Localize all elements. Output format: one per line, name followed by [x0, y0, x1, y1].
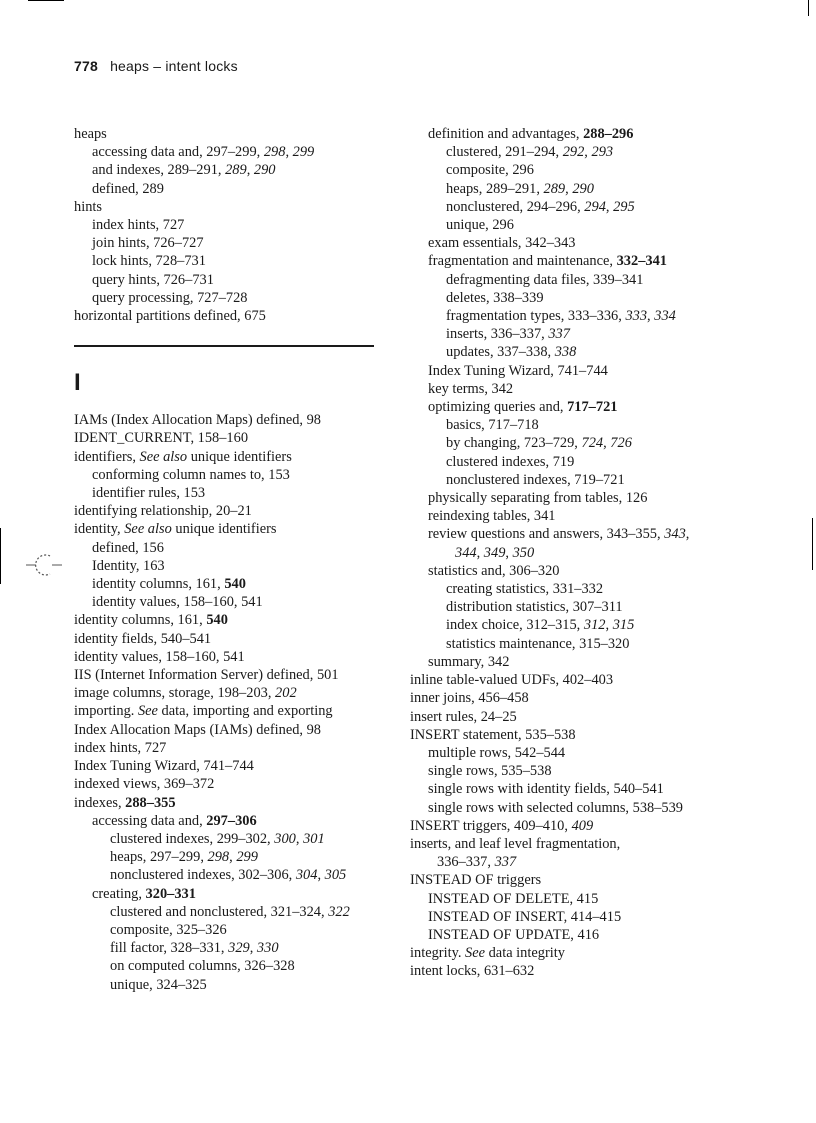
index-entry-text: creating statistics, 331–332: [446, 581, 604, 598]
index-entry: [74, 611, 394, 629]
index-entry-text: composite, 325–326: [110, 921, 227, 938]
index-entry-text: hints: [74, 198, 102, 215]
index-entry-text: reindexing tables, 341: [428, 508, 556, 525]
index-entry-text: index choice, 312–315,: [446, 617, 584, 634]
index-entry-text: insert rules, 24–25: [410, 708, 517, 725]
page-number: 778: [74, 58, 98, 74]
index-entry: [74, 885, 394, 903]
index-entry: [410, 416, 730, 434]
index-entry: [410, 762, 730, 780]
index-entry-text: 304: [295, 867, 318, 884]
index-entries-i: [74, 411, 394, 994]
index-entry: [74, 557, 394, 575]
index-entry-text: ,: [605, 198, 614, 215]
index-entry-text: exam essentials, 342–343: [428, 235, 576, 252]
index-entry-text: deletes, 338–339: [446, 289, 544, 306]
index-entry-text: multiple rows, 542–544: [428, 744, 566, 761]
index-entry-text: 330: [256, 940, 279, 957]
index-entry-text: horizontal partitions defined, 675: [74, 308, 266, 325]
index-entry-text: 305: [324, 867, 347, 884]
index-entry: [74, 143, 394, 161]
index-entry: [74, 466, 394, 484]
index-entry: [74, 830, 394, 848]
index-entry-text: index hints, 727: [92, 217, 185, 234]
index-entry-text: 724: [581, 435, 604, 452]
index-entry: [74, 794, 394, 812]
index-entry: [410, 398, 730, 416]
index-entry-text: 344: [455, 544, 477, 561]
index-entry: [74, 903, 394, 921]
index-entry-text: importing.: [74, 703, 138, 720]
index-entry-text: single rows, 535–538: [428, 763, 552, 780]
index-entry-text: identity fields, 540–541: [74, 630, 212, 647]
index-entry-text: on computed columns, 326–328: [110, 958, 295, 975]
index-entry-text: See: [137, 703, 158, 720]
index-entry-text: 297–306: [206, 812, 257, 829]
index-entry: [410, 525, 730, 543]
index-entry: [410, 471, 730, 489]
index-entry-text: 301: [303, 830, 325, 847]
crop-mark-right: [812, 518, 813, 570]
index-entry-text: clustered indexes, 719: [446, 453, 575, 470]
index-entry-text: defragmenting data files, 339–341: [446, 271, 644, 288]
index-entry-text: ,: [295, 830, 304, 847]
index-entry-text: ,: [647, 308, 655, 325]
index-entry-text: ,: [246, 162, 254, 179]
index-entry-text: INSTEAD OF DELETE, 415: [428, 890, 599, 907]
index-entry-text: unique, 324–325: [110, 976, 207, 993]
index-entry: [410, 252, 730, 270]
index-entry: [410, 726, 730, 744]
index-entry: [410, 653, 730, 671]
index-entry-text: 540: [206, 612, 228, 629]
index-entry: [410, 799, 730, 817]
index-entry-text: fill factor, 328–331,: [110, 940, 229, 957]
index-entry-text: composite, 296: [446, 162, 534, 179]
index-entry: [410, 598, 730, 616]
index-entry: [410, 216, 730, 234]
index-entry: [74, 161, 394, 179]
index-entry: [410, 307, 730, 325]
index-entry-text: query processing, 727–728: [92, 289, 248, 306]
index-entry-text: ,: [584, 144, 592, 161]
index-entry: [410, 180, 730, 198]
index-entry-text: lock hints, 728–731: [92, 253, 206, 270]
index-entry-text: 409: [571, 817, 594, 834]
index-entry: [74, 307, 394, 325]
index-entry: [74, 957, 394, 975]
index-entry: [74, 180, 394, 198]
index-entry-text: review questions and answers, 343–355,: [428, 526, 665, 543]
index-entry: [74, 198, 394, 216]
index-entry: [410, 380, 730, 398]
index-entry-text: identity,: [74, 521, 125, 538]
index-entry: [74, 448, 394, 466]
index-entry: [74, 411, 394, 429]
index-entry: [74, 289, 394, 307]
index-entry-text: conforming column names to, 153: [92, 466, 290, 483]
index-entry-text: ,: [685, 526, 690, 543]
index-entry: [410, 616, 730, 634]
running-head-range: heaps – intent locks: [110, 58, 238, 74]
index-entry-text: indexes,: [74, 794, 126, 811]
index-entry-text: 726: [610, 435, 632, 452]
index-entry-text: 334: [654, 308, 676, 325]
index-entry-text: See also: [124, 521, 172, 538]
index-entry-text: 299: [292, 144, 315, 161]
index-entry: [74, 234, 394, 252]
index-entry-text: basics, 717–718: [446, 417, 539, 434]
index-entry-text: See also: [139, 448, 188, 465]
index-entry-text: See: [465, 945, 486, 962]
index-entry: [410, 835, 730, 853]
index-entry-text: 336–337,: [437, 854, 495, 871]
index-entry-text: 290: [572, 180, 594, 197]
index-entry-text: ,: [505, 544, 513, 561]
index-entry: [74, 648, 394, 666]
index-entry-text: accessing data and,: [92, 812, 207, 829]
index-entry: [74, 502, 394, 520]
index-entry: [410, 453, 730, 471]
index-entry: [410, 125, 730, 143]
crop-mark-top-right: [808, 0, 809, 16]
index-entry: [74, 216, 394, 234]
index-entry-text: INSERT triggers, 409–410,: [410, 817, 572, 834]
index-entry: [410, 489, 730, 507]
index-entry-text: ,: [476, 544, 484, 561]
index-entry-text: Index Tuning Wizard, 741–744: [74, 758, 254, 775]
index-entry: [74, 684, 394, 702]
index-entry: [410, 325, 730, 343]
index-entry-text: single rows with identity fields, 540–541: [428, 781, 664, 798]
index-entry-text: query hints, 726–731: [92, 271, 214, 288]
index-entry-text: unique, 296: [446, 217, 514, 234]
index-entry-text: creating,: [92, 885, 146, 902]
index-entry: [410, 635, 730, 653]
index-entry-text: ,: [565, 180, 573, 197]
index-entry-text: defined, 289: [92, 180, 164, 197]
index-entry-text: INSTEAD OF triggers: [410, 872, 542, 889]
index-entry: [74, 702, 394, 720]
index-entry-text: 298: [263, 144, 286, 161]
index-entry-text: inserts, and leaf level fragmentation,: [410, 835, 621, 852]
index-entry-text: 320–331: [145, 885, 196, 902]
index-entry-text: indexed views, 369–372: [74, 776, 215, 793]
index-entry-text: statistics maintenance, 315–320: [446, 635, 630, 652]
index-entry-text: 329: [228, 940, 250, 957]
index-entry-text: 333: [625, 308, 648, 325]
index-entry: [74, 484, 394, 502]
index-entry-text: summary, 342: [428, 653, 510, 670]
index-entry: [74, 812, 394, 830]
index-entry-text: heaps, 289–291,: [446, 180, 544, 197]
index-entry: [410, 507, 730, 525]
index-entry: [410, 234, 730, 252]
index-entry: [410, 853, 730, 871]
index-entry-text: data integrity: [485, 945, 565, 962]
index-entry-text: 289: [543, 180, 566, 197]
index-entry-text: identity columns, 161,: [92, 576, 225, 593]
index-entry-text: identity columns, 161,: [74, 612, 207, 629]
index-entry: [74, 125, 394, 143]
index-entry-text: heaps, 297–299,: [110, 849, 208, 866]
index-entry-text: 299: [236, 849, 258, 866]
index-entry-text: clustered, 291–294,: [446, 144, 563, 161]
index-entry-text: IDENT_CURRENT, 158–160: [74, 430, 249, 447]
index-entry-text: join hints, 726–727: [92, 235, 204, 252]
index-entry: [410, 271, 730, 289]
index-entry: [410, 580, 730, 598]
index-entry-text: definition and advantages,: [428, 126, 584, 142]
index-entry: [74, 593, 394, 611]
index-entry: [74, 429, 394, 447]
index-entry: [410, 944, 730, 962]
crop-mark-left: [0, 528, 1, 584]
index-entry-text: 337: [548, 326, 570, 343]
index-entry-text: index hints, 727: [74, 739, 167, 756]
index-entry-text: INSERT statement, 535–538: [410, 726, 576, 743]
section-divider: [74, 345, 374, 347]
index-entries-continued: [410, 125, 730, 981]
index-entry-text: inserts, 336–337,: [446, 326, 549, 343]
index-entry-text: 290: [253, 162, 276, 179]
index-entry: [74, 757, 394, 775]
index-entry-text: 293: [591, 144, 614, 161]
section-letter: I: [74, 369, 81, 397]
index-entry-text: 322: [328, 903, 350, 920]
index-entry: [410, 343, 730, 361]
index-entry-text: nonclustered, 294–296,: [446, 198, 585, 215]
index-entry-text: INSTEAD OF INSERT, 414–415: [428, 908, 622, 925]
registration-mark-icon: [22, 548, 66, 584]
index-entry-text: clustered indexes, 299–302,: [110, 830, 275, 847]
index-entry-text: image columns, storage, 198–203,: [74, 685, 276, 702]
index-entry-text: ,: [317, 867, 325, 884]
index-entry-text: and indexes, 289–291,: [92, 162, 226, 179]
index-entry-text: data, importing and exporting: [157, 703, 333, 720]
index-entry-text: key terms, 342: [428, 380, 514, 397]
index-entry: [410, 708, 730, 726]
index-entry-text: 717–721: [567, 399, 618, 416]
index-entry: [410, 926, 730, 944]
index-entry: [74, 976, 394, 994]
index-entry-text: 300: [274, 830, 296, 847]
index-entry-text: 349: [483, 544, 506, 561]
index-entry: [410, 671, 730, 689]
index-entry: [74, 666, 394, 684]
index-entry-text: inline table-valued UDFs, 402–403: [410, 672, 614, 689]
index-entry: [410, 908, 730, 926]
index-entry: [74, 630, 394, 648]
index-entry-text: accessing data and, 297–299,: [92, 144, 264, 161]
index-entry-text: 315: [612, 617, 635, 634]
index-entry: [410, 362, 730, 380]
index-entry: [74, 721, 394, 739]
index-entry-text: INSTEAD OF UPDATE, 416: [428, 926, 600, 943]
index-entry-text: fragmentation and maintenance,: [428, 253, 617, 270]
index-entry-text: nonclustered indexes, 302–306,: [110, 867, 296, 884]
index-entry-text: inner joins, 456–458: [410, 690, 529, 707]
index-entry-text: by changing, 723–729,: [446, 435, 582, 452]
index-entry-text: identity values, 158–160, 541: [92, 594, 263, 611]
index-entry: [74, 739, 394, 757]
index-entry: [74, 575, 394, 593]
index-entry-text: 298: [207, 849, 230, 866]
index-entry-text: Identity, 163: [92, 557, 165, 574]
index-entry-text: 343: [664, 526, 686, 543]
index-entry-text: identifier rules, 153: [92, 485, 206, 502]
index-entry-text: IAMs (Index Allocation Maps) defined, 98: [74, 412, 321, 429]
index-entry: [410, 780, 730, 798]
index-entry-text: physically separating from tables, 126: [428, 490, 648, 507]
index-entry-text: ,: [249, 940, 257, 957]
index-entry: [410, 289, 730, 307]
index-entry-text: optimizing queries and,: [428, 399, 568, 416]
index-entry-text: 295: [613, 198, 635, 215]
index-entry-text: fragmentation types, 333–336,: [446, 308, 626, 325]
index-entry: [410, 544, 730, 562]
index-entry-text: 288–355: [125, 794, 176, 811]
index-entry: [74, 921, 394, 939]
index-entry-text: identifying relationship, 20–21: [74, 503, 252, 520]
index-entry-text: nonclustered indexes, 719–721: [446, 471, 625, 488]
index-entry: [410, 161, 730, 179]
index-entry: [410, 744, 730, 762]
index-entry-text: updates, 337–338,: [446, 344, 555, 361]
index-entry: [410, 198, 730, 216]
index-entry: [410, 871, 730, 889]
index-entry: [410, 890, 730, 908]
index-entry: [410, 143, 730, 161]
index-entry-text: defined, 156: [92, 539, 164, 556]
index-entry-text: Index Allocation Maps (IAMs) defined, 98: [74, 721, 321, 738]
index-entry: [74, 539, 394, 557]
index-entry: [410, 434, 730, 452]
index-entry: [410, 817, 730, 835]
index-entry-text: 337: [494, 854, 517, 871]
index-entry-text: heaps: [74, 126, 107, 142]
index-entry-text: IIS (Internet Information Server) defined, 501: [74, 667, 339, 684]
index-entry-text: intent locks, 631–632: [410, 963, 535, 980]
index-entry: [410, 689, 730, 707]
index-entry-text: 292: [562, 144, 585, 161]
running-head: [74, 58, 238, 74]
index-entry-text: integrity.: [410, 945, 466, 962]
index-column-right: [410, 125, 730, 981]
index-entry-text: single rows with selected columns, 538–539: [428, 799, 683, 816]
index-entry-text: 312: [583, 617, 606, 634]
index-entry-text: 294: [584, 198, 606, 215]
index-entry: [410, 962, 730, 980]
index-entry-text: identity values, 158–160, 541: [74, 648, 245, 665]
index-entry-text: 332–341: [616, 253, 667, 270]
index-entry: [74, 848, 394, 866]
index-entries-heaps-hints: [74, 125, 394, 325]
index-entry: [74, 866, 394, 884]
index-column-left: [74, 125, 394, 994]
index-entry: [74, 271, 394, 289]
index-entry: [74, 252, 394, 270]
index-entry-text: Index Tuning Wizard, 741–744: [428, 362, 608, 379]
index-entry-text: clustered and nonclustered, 321–324,: [110, 903, 329, 920]
index-entry-text: ,: [603, 435, 611, 452]
index-entry-text: 350: [512, 544, 535, 561]
index-entry-text: ,: [229, 849, 237, 866]
index-entry-text: statistics and, 306–320: [428, 562, 560, 579]
index-entry: [74, 520, 394, 538]
index-entry-text: 338: [554, 344, 577, 361]
index-entry-text: ,: [605, 617, 613, 634]
index-entry: [74, 939, 394, 957]
index-entry-text: 202: [275, 685, 297, 702]
index-entry: [74, 775, 394, 793]
index-entry-text: ,: [285, 144, 293, 161]
index-entry-text: unique identifiers: [171, 521, 277, 538]
index-entry-text: 540: [224, 576, 246, 593]
index-entry-text: 288–296: [583, 126, 634, 142]
index-entry-text: 289: [225, 162, 247, 179]
index-entry-text: unique identifiers: [187, 448, 292, 465]
index-entry-text: distribution statistics, 307–311: [446, 599, 623, 616]
crop-mark-top-left: [28, 0, 64, 1]
index-entry-text: identifiers,: [74, 448, 140, 465]
index-entry: [410, 562, 730, 580]
